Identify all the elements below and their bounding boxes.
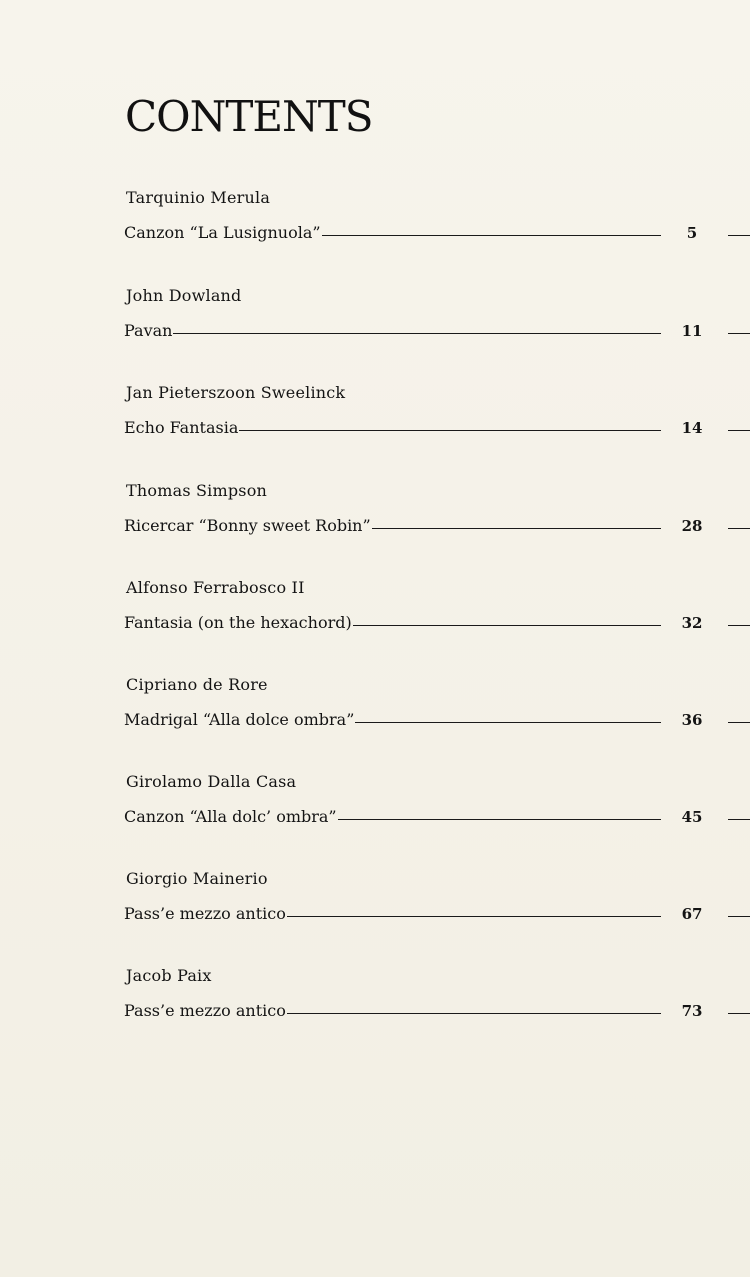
piece-row (124, 903, 750, 925)
page-number: 36 (681, 711, 703, 729)
toc-entry (124, 772, 750, 842)
piece-row (124, 709, 750, 731)
leader-rule (239, 430, 661, 431)
piece-row (124, 612, 750, 634)
toc-entry (124, 188, 750, 258)
piece-row (124, 1000, 750, 1022)
composer-name: John Dowland (126, 286, 242, 305)
piece-row (124, 417, 750, 439)
trailing-rule (728, 625, 750, 626)
leader-rule (355, 722, 661, 723)
page-number: 73 (681, 1002, 703, 1020)
leader-rule (372, 528, 661, 529)
trailing-rule (728, 916, 750, 917)
piece-title: Canzon “Alla dolc’ ombra” (124, 807, 337, 826)
piece-title: Ricercar “Bonny sweet Robin” (124, 516, 371, 535)
leader-rule (287, 916, 661, 917)
toc-entry (124, 966, 750, 1036)
page-number: 32 (681, 614, 703, 632)
page-title: CONTENTS (125, 92, 373, 141)
trailing-rule (728, 1013, 750, 1014)
composer-name: Jan Pieterszoon Sweelinck (126, 383, 346, 402)
composer-name: Girolamo Dalla Casa (126, 772, 297, 791)
piece-row (124, 320, 750, 342)
page-number: 45 (681, 808, 703, 826)
piece-row (124, 515, 750, 537)
toc-entry (124, 383, 750, 453)
trailing-rule (728, 235, 750, 236)
piece-row (124, 222, 750, 244)
composer-name: Giorgio Mainerio (126, 869, 268, 888)
piece-title: Pass’e mezzo antico (124, 1001, 286, 1020)
toc-entry (124, 578, 750, 648)
trailing-rule (728, 528, 750, 529)
leader-rule (338, 819, 661, 820)
piece-title: Canzon “La Lusignuola” (124, 223, 321, 242)
piece-row (124, 806, 750, 828)
leader-rule (353, 625, 661, 626)
page-number: 11 (681, 322, 703, 340)
piece-title: Pavan (124, 321, 173, 340)
composer-name: Thomas Simpson (126, 481, 268, 500)
composer-name: Tarquinio Merula (126, 188, 271, 207)
piece-title: Pass’e mezzo antico (124, 904, 286, 923)
piece-title: Echo Fantasia (124, 418, 239, 437)
page-number: 28 (681, 517, 703, 535)
composer-name: Cipriano de Rore (126, 675, 268, 694)
leader-rule (287, 1013, 661, 1014)
toc-entry (124, 481, 750, 551)
page-number: 14 (681, 419, 703, 437)
trailing-rule (728, 333, 750, 334)
piece-title: Fantasia (on the hexachord) (124, 613, 352, 632)
page-number: 67 (681, 905, 703, 923)
composer-name: Alfonso Ferrabosco II (126, 578, 305, 597)
toc-entry (124, 286, 750, 356)
leader-rule (173, 333, 661, 334)
leader-rule (322, 235, 661, 236)
toc-entry (124, 675, 750, 745)
page-number: 5 (686, 224, 698, 242)
trailing-rule (728, 430, 750, 431)
composer-name: Jacob Paix (126, 966, 212, 985)
toc-entry (124, 869, 750, 939)
trailing-rule (728, 722, 750, 723)
piece-title: Madrigal “Alla dolce ombra” (124, 710, 355, 729)
trailing-rule (728, 819, 750, 820)
